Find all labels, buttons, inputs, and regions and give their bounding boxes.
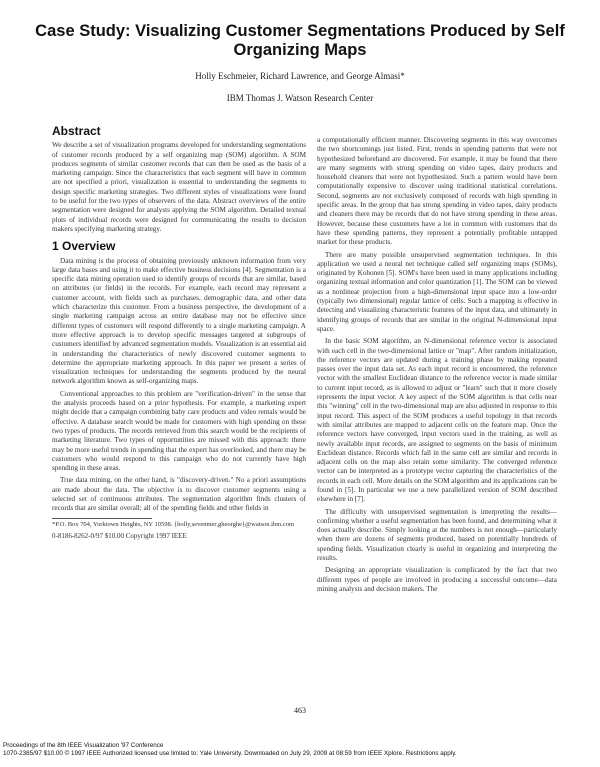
license-note: Authorized licensed use limited to: Yale University. Downloaded on July 29, 2009 at 08:59 from IEEE Xplore. Restrictions apply. (102, 750, 457, 757)
left-column (52, 124, 306, 544)
affiliation: IBM Thomas J. Watson Research Center (226, 93, 374, 103)
copyright-line: 0-8186-8262-0/97 $10.00 Copyright 1997 IEEE (52, 532, 187, 541)
footnote: *P.O. Box 704, Yorktown Heights, NY 10598. {holly,sevenmer,gheorghe}@watson.ibm.com (52, 520, 295, 528)
overview-heading: 1 Overview (52, 239, 116, 254)
body-paragraph: Designing an appropriate visualization is complicated by the fact that two different types of people are involved in producing a successful outcome—data mining analysts and decision makers. The (317, 566, 557, 593)
right-column (317, 136, 557, 597)
body-paragraph: The difficulty with unsupervised segmentation is interpreting the results—confirming whether a useful segmentation has been found, and determining what it does actually describe. Simply looking at the numbers is not enough—particularly when there are dozens of segments produced, based on potentially hundreds of spending fields. Visualization clearly is useful in organizing and interpreting the results. (317, 507, 557, 563)
abstract-heading: Abstract (52, 124, 101, 138)
paper-title: Case Study: Visualizing Customer Segmentations Produced by Self Organizing Maps (35, 22, 565, 59)
footnote-rule (52, 518, 152, 519)
body-paragraph: In the basic SOM algorithm, an N-dimensional reference vector is associated with each cell in the two-dimensional lattice or "map". After random initialization, the reference vectors are updated during a training phase by making repeated passes over the input data set. As each input record is encountered, the reference vector with the smallest Euclidean distance to the reference vector is made similar to current input record, as is allowed to adjust or "learn" such that it more closely represents the input vector. A key aspect of the SOM algorithm is that cells near this "winning" cell in the two-dimensional map are also adjusted in response to this input record. This aspect of the SOM produces a useful topology in that records with similar attributes are mapped to adjacent cells on the feature map. Once the reference vectors have converged, input vectors used in the training, as well as newly available input records, are assigned to segments on the basis of minimum Euclidean distance. Records which fall in the same cell are similar and records in adjacent cells on the map also retain some similarity. The converged reference vector can be interpreted as a prototype vector capturing the characteristics of the records in each cell. More details on the SOM algorithm and its applications can be found in [5]. In particular we use a new parallelized version of SOM described elsewhere in [7]. (317, 337, 557, 504)
proceedings-footer (3, 742, 457, 758)
overview-paragraph: Conventional approaches to this problem are "verification-driven" in the sense that the analysis proceeds based on a prior hypothesis. For example, a marketing expert might decide that a campaign combining baby care products and video rentals would be effective. A database search would be made for customers with high spending on these two types of products. The records retrieved from this search would be the recipients of marketing literature. Two types of opportunities are missed with this approach: there may be more useful trends in spending that the expert has overlooked, and there may be customers who would respond to this campaign who do not currently have high spending in these areas. (52, 389, 306, 473)
body-paragraph: There are many possible unsupervised segmentation techniques. In this application we used a neural net technique called self organizing maps (SOMs), originated by Kohonen [5]. SOM's have been used in many applications including organizing textual information and color quantization [1]. The SOM can be viewed as a nonlinear projection from a high-dimensional input space into a low-order (typically two dimensional) regular lattice of cells. Such a mapping is effective in detecting and visualizing characteristic features of the input data, and ultimately in identifying groups of records that are similar in the original N-dimensional input space. (317, 250, 557, 333)
overview-paragraph: True data mining, on the other hand, is "discovery-driven." No a priori assumptions are made about the data. The objective is to discover customer segments using a selected set of continuous attributes. The segmentation algorithm finds clusters of records that are similar overall; all of the spending fields and other fields in (52, 476, 306, 513)
proceedings-title: Proceedings of the 8th IEEE Visualization '97 Conference (3, 742, 164, 749)
overview-paragraph: Data mining is the process of obtaining previously unknown information from very large data bases and using it to make effective business decisions [4]. Segmentation is a specific data mining operation used to identify groups of records that are similar, based on attributes (or fields) in the records. For example, each record may represent a customer account, with fields such as purchases, demographic data, and other data which characterize this customer. From a business perspective, the development of a single marketing campaign across an entire database may not be effective since different types of customers will respond differently to a single marketing campaign. A more effective approach is to develop specific messages targeted at subgroups of customers identified by advanced segmentation models. Visualization is an essential aid in understanding the characteristics of newly discovered customer segments to determine the appropriate marketing approach. In this paper we present a series of visualization techniques for understanding the segments produced by the neural network algorithm known as self-organizing maps. (52, 256, 306, 386)
body-paragraph: a computationally efficient manner. Discovering segments in this way overcomes the two shortcomings just listed. First, trends in spending patterns that were not hypothesized beforehand are discovered. For example, it may be found that there are many segments with strong spending on video tapes, dairy products and household cleaners that were not hypothesized. Such a pattern would have been computationally expensive to discover using traditional statistical correlations. Second, segments are not exclusively composed of records with high spending in specific areas. In the group that has strong spending in video tapes, dairy products and cleaners there may be records that do not have strong spending in these areas. However, because these customers have a lot in common with customers that do have these spending patterns, they represent a potentially profitable untapped market for these products. (317, 136, 557, 247)
page-number: 463 (294, 706, 306, 715)
authors: Holly Eschmeier, Richard Lawrence, and George Almasi* (195, 71, 405, 81)
proceedings-isbn: 1070-2385/97 $10.00 © 1997 IEEE (3, 750, 102, 757)
abstract-text: We describe a set of visualization programs developed for understanding segmentations of customer records produced by a self organizing map (SOM) algorithm. A SOM produces segments of similar customer records that can then be used as the basis of a marketing campaign. Since the characteristics that each segment will have in common are not specified a priori, visualization is essential to understanding the segments to design specific marketing strategies. Two different styles of visualizations were found to be useful for the two types of observers of the data. Abstract overviews of the entire segmentation were designed for analysts applying the SOM algorithm. Detailed textual plots of individual records were designed for communicating the results to decision makers specifying marketing strategy. (52, 141, 306, 233)
